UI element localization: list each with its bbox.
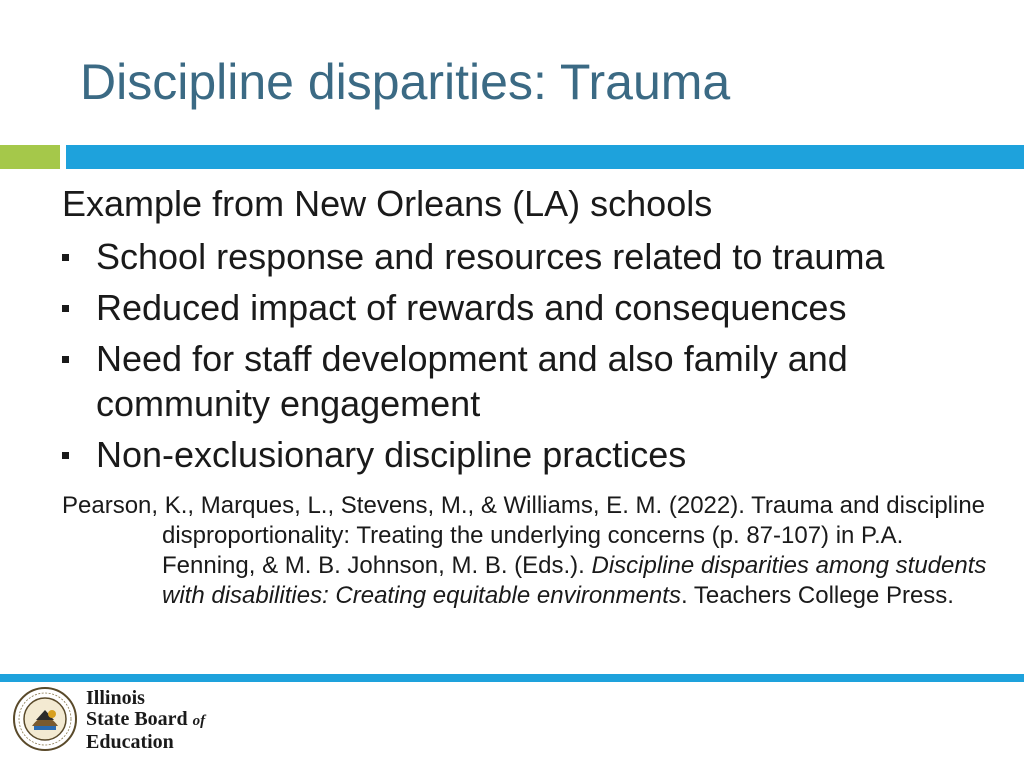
bullet-list	[62, 234, 1002, 477]
bullet-text: Non-exclusionary discipline practices	[96, 434, 687, 475]
bullet-item	[62, 336, 1002, 426]
intro-text: Example from New Orleans (LA) schools	[62, 183, 713, 224]
slide-title: Discipline disparities: Trauma	[80, 54, 731, 110]
illinois-seal-icon	[12, 686, 78, 752]
bullet-item	[62, 234, 1002, 279]
citation-text: Pearson, K., Marques, L., Stevens, M., & Williams, E. M. (2022). Trauma and discipline disproportionality: Treating the underlying concerns (p. 87-107) in P.A. Fenning, & M. B. Johnson, M. B. (Eds.).	[62, 492, 986, 579]
bullet-text: School response and resources related to trauma	[96, 236, 885, 277]
reference-citation	[62, 491, 1002, 611]
logo-line-state-board: State Board of	[86, 708, 206, 730]
logo-line-illinois: Illinois	[86, 687, 145, 709]
accent-bar-blue	[66, 145, 1024, 169]
bullet-text: Need for staff development and also family and community engagement	[96, 338, 848, 424]
bullet-text: Reduced impact of rewards and consequences	[96, 287, 847, 328]
logo-line-education: Education	[86, 731, 174, 753]
accent-bar-green	[0, 145, 60, 169]
slide-content	[62, 180, 1002, 611]
bullet-square-icon	[62, 356, 69, 363]
isbe-logo	[86, 688, 205, 753]
bullet-item	[62, 432, 1002, 477]
citation-book-title: Discipline disparities among students with disabilities: Creating equitable environments	[162, 552, 987, 609]
citation-publisher: . Teachers College Press.	[680, 582, 954, 609]
bullet-item	[62, 285, 1002, 330]
bullet-square-icon	[62, 305, 69, 312]
bullet-square-icon	[62, 254, 69, 261]
bullet-square-icon	[62, 452, 69, 459]
footer-bar	[0, 674, 1024, 682]
